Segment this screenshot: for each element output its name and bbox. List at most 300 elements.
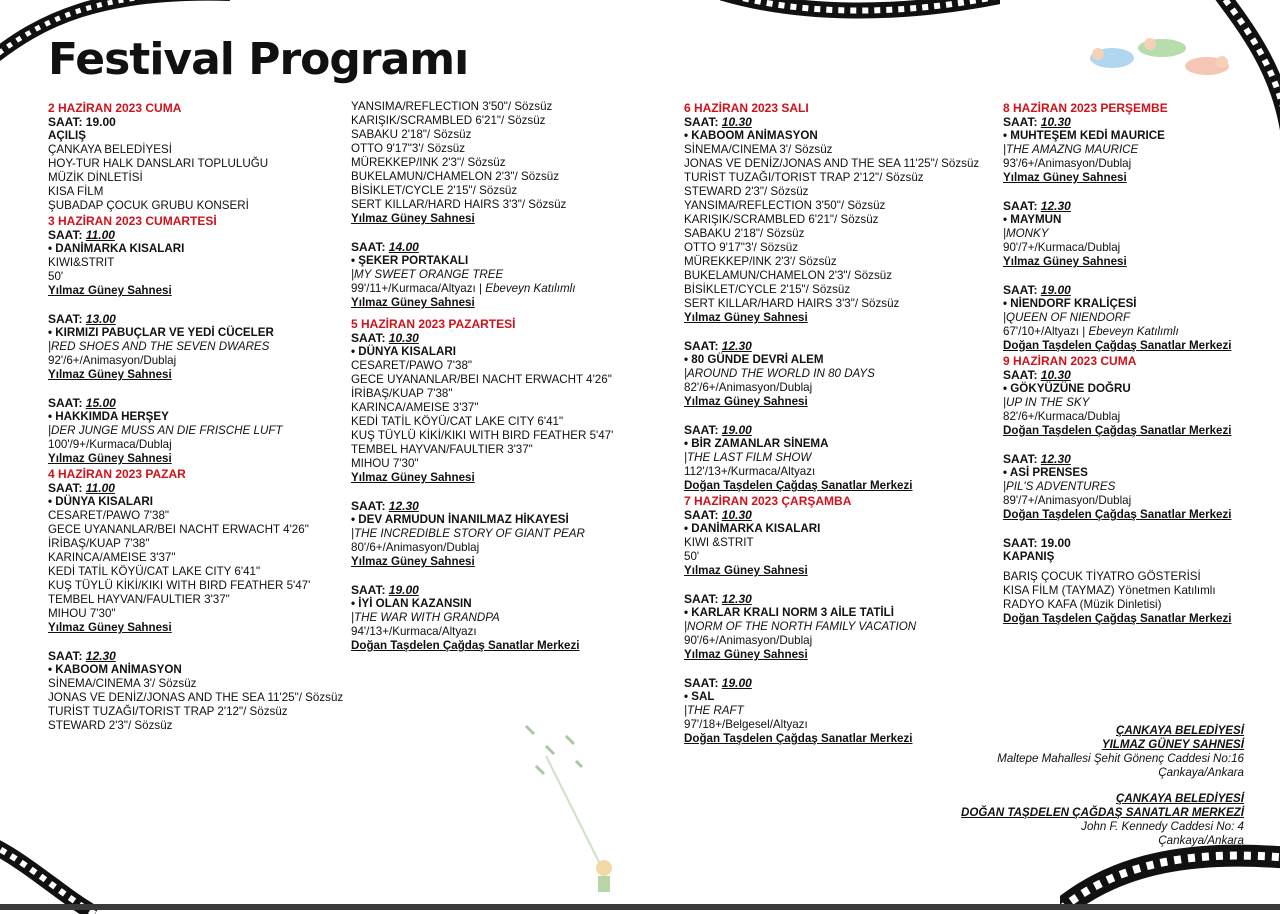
venue-name — [684, 564, 984, 578]
line-text: SAAT: — [351, 331, 389, 345]
detail-line — [351, 457, 651, 471]
line-text: ŞUBADAP ÇOCUK GRUBU KONSERİ — [48, 199, 249, 212]
line-text: AÇILIŞ — [48, 129, 87, 142]
line-text: KIWI &STRIT — [684, 536, 754, 549]
line-text: TEMBEL HAYVAN/FAULTIER 3'37" — [351, 443, 533, 456]
spacer — [1003, 185, 1243, 199]
venue-name — [48, 284, 338, 298]
event-title — [684, 522, 984, 536]
time-value: 10.30 — [1040, 115, 1071, 129]
address-block — [924, 724, 1244, 780]
event-title — [684, 437, 984, 451]
line-text: 90'/7+/Kurmaca/Dublaj — [1003, 241, 1121, 254]
line-text: SAAT: — [684, 508, 722, 522]
line-text: 4 HAZİRAN 2023 PAZAR — [48, 467, 186, 481]
time-value: 12.30 — [85, 649, 116, 663]
line-text: SAAT: — [1003, 452, 1041, 466]
line-text: STEWARD 2'3"/ Sözsüz — [684, 185, 809, 198]
detail-line — [684, 381, 984, 395]
event-title — [48, 242, 338, 256]
time-label — [351, 331, 651, 345]
line-text: KARIŞIK/SCRAMBLED 6'21"/ Sözsüz — [351, 114, 546, 127]
venue-name — [684, 479, 984, 493]
detail-line — [1003, 584, 1243, 598]
time-label — [48, 649, 338, 663]
line-text: RADYO KAFA (Müzik Dinletisi) — [1003, 598, 1162, 611]
line-text: STEWARD 2'3"/ Sözsüz — [48, 719, 173, 732]
line-text: Yılmaz Güney Sahnesi — [351, 471, 475, 484]
detail-line — [1003, 325, 1243, 339]
line-text: SAAT: — [351, 583, 389, 597]
line-text: • DÜNYA KISALARI — [351, 345, 456, 358]
line-text: GECE UYANANLAR/BEI NACHT ERWACHT 4'26" — [48, 523, 309, 536]
spacer — [48, 635, 338, 649]
venue-name — [351, 639, 651, 653]
time-value: 12.30 — [1040, 199, 1071, 213]
line-text: Doğan Taşdelen Çağdaş Sanatlar Merkezi — [1003, 424, 1232, 437]
line-text: • GÖKYÜZÜNE DOĞRU — [1003, 382, 1131, 395]
detail-line — [684, 536, 984, 550]
film-strip-bottom-right — [1060, 840, 1280, 910]
event-title — [684, 606, 984, 620]
address-org: YILMAZ GÜNEY SAHNESİ — [1101, 738, 1244, 751]
spacer — [1003, 522, 1243, 536]
line-text: 9 HAZİRAN 2023 CUMA — [1003, 354, 1137, 368]
line-text: 5 HAZİRAN 2023 PAZARTESİ — [351, 317, 516, 331]
venue-name — [1003, 255, 1243, 269]
line-text: SAAT: — [48, 396, 86, 410]
venue-name — [351, 555, 651, 569]
detail-line — [351, 443, 651, 457]
detail-line — [684, 465, 984, 479]
line-text: KARINCA/AMEISE 3'37" — [351, 401, 479, 414]
detail-line — [48, 607, 338, 621]
line-text: KARINCA/AMEISE 3'37" — [48, 551, 176, 564]
detail-line — [48, 579, 338, 593]
event-title — [1003, 550, 1243, 564]
time-value: 11.00 — [85, 481, 115, 495]
detail-line — [48, 171, 338, 185]
spacer — [351, 569, 651, 583]
line-text: 100'/9+/Kurmaca/Dublaj — [48, 438, 172, 451]
line-text: TEMBEL HAYVAN/FAULTIER 3'37" — [48, 593, 230, 606]
line-text: • 80 GÜNDE DEVRİ ALEM — [684, 353, 824, 366]
film-strip-bottom-left — [0, 834, 100, 914]
venue-name — [1003, 171, 1243, 185]
spacer — [351, 310, 651, 316]
detail-line — [684, 199, 984, 213]
line-text: |THE WAR WITH GRANDPA — [351, 611, 500, 624]
event-title — [1003, 129, 1243, 143]
line-text: JONAS VE DENİZ/JONAS AND THE SEA 11'25"/ Sözsüz — [48, 691, 344, 704]
line-text: • NİENDORF KRALİÇESİ — [1003, 297, 1137, 310]
line-text: SİNEMA/CINEMA 3'/ Sözsüz — [684, 143, 833, 156]
line-text: KAPANIŞ — [1003, 550, 1055, 563]
detail-line — [48, 691, 344, 705]
line-text: |QUEEN OF NIENDORF — [1003, 311, 1131, 324]
time-value: 14.00 — [388, 240, 419, 254]
line-text: KISA FİLM (TAYMAZ) Yönetmen Katılımlı — [1003, 584, 1216, 597]
line-text: SAAT: — [684, 676, 722, 690]
detail-line — [48, 719, 338, 733]
line-text: BİSİKLET/CYCLE 2'15"/ Sözsüz — [351, 184, 518, 197]
line-text: Doğan Taşdelen Çağdaş Sanatlar Merkezi — [1003, 339, 1232, 352]
schedule-column-3 — [684, 100, 984, 746]
line-text: 92'/6+/Animasyon/Dublaj — [48, 354, 177, 367]
line-text: HOY-TUR HALK DANSLARI TOPLULUĞU — [48, 157, 269, 170]
line-text: • MAYMUN — [1003, 213, 1062, 226]
line-text: • ASİ PRENSES — [1003, 466, 1088, 479]
event-title — [48, 326, 338, 340]
line-text: KISA FİLM — [48, 185, 104, 198]
detail-line — [351, 198, 651, 212]
time-label — [684, 423, 984, 437]
line-text: KEDİ TATİL KÖYÜ/CAT LAKE CITY 6'41" — [48, 565, 261, 578]
line-text: |THE LAST FILM SHOW — [684, 451, 812, 464]
line-text: JONAS VE DENİZ/JONAS AND THE SEA 11'25"/ Sözsüz — [684, 157, 980, 170]
line-text: Yılmaz Güney Sahnesi — [684, 564, 808, 577]
line-text: |DER JUNGE MUSS AN DIE FRISCHE LUFT — [48, 424, 283, 437]
detail-line — [351, 625, 651, 639]
line-text: KIWI&STRIT — [48, 256, 115, 269]
venue-name — [684, 648, 984, 662]
event-title — [351, 597, 651, 611]
venue-addresses — [924, 724, 1244, 848]
line-text: Yılmaz Güney Sahnesi — [684, 311, 808, 324]
time-label — [1003, 283, 1243, 297]
kite-boy-illustration — [506, 716, 636, 896]
line-text: TURİST TUZAĞI/TORIST TRAP 2'12"/ Sözsüz — [684, 171, 924, 184]
event-title — [684, 690, 984, 704]
original-title — [684, 620, 984, 634]
time-value: 11.00 — [85, 228, 115, 242]
event-title — [684, 129, 984, 143]
line-text: SAAT: — [1003, 199, 1041, 213]
original-title — [48, 340, 338, 354]
line-text: SAAT: — [48, 312, 86, 326]
line-text: • SAL — [684, 690, 715, 703]
line-text: 89'/7+/Animasyon/Dublaj — [1003, 494, 1132, 507]
spacer — [48, 298, 338, 312]
line-text: Doğan Taşdelen Çağdaş Sanatlar Merkezi — [684, 479, 913, 492]
line-text: Yılmaz Güney Sahnesi — [1003, 255, 1127, 268]
address-street: John F. Kennedy Caddesi No: 4 — [1081, 820, 1244, 833]
line-note: Ebeveyn Katılımlı — [485, 282, 576, 295]
line-text: 50' — [684, 550, 700, 563]
detail-line — [351, 359, 651, 373]
original-title — [684, 704, 984, 718]
detail-line — [48, 199, 338, 213]
line-text: SAAT: — [684, 339, 722, 353]
line-text: 3 HAZİRAN 2023 CUMARTESİ — [48, 214, 217, 228]
venue-name — [1003, 424, 1243, 438]
line-text: TURİST TUZAĞI/TORIST TRAP 2'12"/ Sözsüz — [48, 705, 288, 718]
time-value: 12.30 — [1040, 452, 1071, 466]
spacer — [1003, 438, 1243, 452]
time-label — [351, 499, 651, 513]
time-value: 10.30 — [1040, 368, 1071, 382]
detail-line — [1003, 241, 1243, 255]
line-text: İRİBAŞ/KUAP 7'38" — [48, 537, 150, 550]
detail-line — [684, 157, 984, 171]
day-heading — [48, 467, 338, 481]
line-text: 90'/6+/Animasyon/Dublaj — [684, 634, 813, 647]
line-text: OTTO 9'17"3'/ Sözsüz — [351, 142, 466, 155]
venue-name — [1003, 508, 1243, 522]
line-text: • KIRMIZI PABUÇLAR VE YEDİ CÜCELER — [48, 326, 274, 339]
detail-line — [48, 537, 338, 551]
line-text: CESARET/PAWO 7'38" — [48, 509, 170, 522]
line-text: SAAT: — [684, 423, 722, 437]
event-title — [48, 410, 338, 424]
venue-name — [351, 471, 651, 485]
line-text: SAAT: — [351, 499, 389, 513]
time-label — [48, 115, 338, 129]
detail-line — [351, 282, 651, 296]
line-text: |PIL'S ADVENTURES — [1003, 480, 1116, 493]
line-text: Doğan Taşdelen Çağdaş Sanatlar Merkezi — [1003, 508, 1232, 521]
time-label — [1003, 368, 1243, 382]
time-label — [48, 312, 338, 326]
time-label — [48, 396, 338, 410]
line-text: MIHOU 7'30" — [48, 607, 116, 620]
detail-line — [684, 185, 984, 199]
detail-line — [48, 185, 338, 199]
detail-line — [48, 551, 338, 565]
detail-line — [48, 270, 338, 284]
original-title — [684, 451, 984, 465]
detail-line — [48, 438, 338, 452]
detail-line — [684, 283, 984, 297]
line-text: • İYİ OLAN KAZANSIN — [351, 597, 472, 610]
line-text: SAAT: — [1003, 368, 1041, 382]
line-text: 93'/6+/Animasyon/Dublaj — [1003, 157, 1132, 170]
detail-line — [48, 143, 338, 157]
time-label — [1003, 199, 1243, 213]
line-text: GECE UYANANLAR/BEI NACHT ERWACHT 4'26" — [351, 373, 612, 386]
address-block — [924, 792, 1244, 848]
line-text: Yılmaz Güney Sahnesi — [48, 368, 172, 381]
line-text: SAAT: — [684, 592, 722, 606]
time-value: 19.00 — [1040, 283, 1071, 297]
line-text: İRİBAŞ/KUAP 7'38" — [351, 387, 453, 400]
address-org: DOĞAN TAŞDELEN ÇAĞDAŞ SANATLAR MERKEZİ — [961, 806, 1244, 819]
line-text: SABAKU 2'18"/ Sözsüz — [351, 128, 472, 141]
line-note: Ebeveyn Katılımlı — [1088, 325, 1179, 338]
line-text: MÜREKKEP/INK 2'3"/ Sözsüz — [351, 156, 506, 169]
detail-line — [48, 354, 338, 368]
line-text: YANSIMA/REFLECTION 3'50"/ Sözsüz — [684, 199, 886, 212]
day-heading — [48, 101, 338, 115]
spacer — [351, 226, 651, 240]
line-text: CESARET/PAWO 7'38" — [351, 359, 473, 372]
line-text: BUKELAMUN/CHAMELON 2'3"/ Sözsüz — [351, 170, 559, 183]
time-label — [684, 508, 984, 522]
spacer — [684, 578, 984, 592]
spacer — [48, 382, 338, 396]
day-heading — [1003, 101, 1243, 115]
line-text: |THE RAFT — [684, 704, 744, 717]
line-text: 94'/13+/Kurmaca/Altyazı — [351, 625, 477, 638]
line-text: Doğan Taşdelen Çağdaş Sanatlar Merkezi — [684, 732, 913, 745]
detail-line — [684, 227, 984, 241]
detail-line — [1003, 410, 1243, 424]
event-title — [351, 513, 651, 527]
line-text: ÇANKAYA BELEDİYESİ — [48, 143, 172, 156]
time-label — [684, 676, 984, 690]
line-text: 67'/10+/Altyazı | — [1003, 325, 1089, 338]
detail-line — [351, 373, 651, 387]
detail-line — [684, 269, 984, 283]
original-title — [351, 527, 651, 541]
detail-line — [684, 255, 984, 269]
line-text: |RED SHOES AND THE SEVEN DWARES — [48, 340, 270, 353]
day-heading — [684, 494, 984, 508]
film-strip-top-center — [720, 0, 1000, 26]
line-text: 80'/6+/Animasyon/Dublaj — [351, 541, 480, 554]
line-text: Doğan Taşdelen Çağdaş Sanatlar Merkezi — [1003, 612, 1232, 625]
line-text: |NORM OF THE NORTH FAMILY VACATION — [684, 620, 917, 633]
line-text: SERT KILLAR/HARD HAIRS 3'3"/ Sözsüz — [684, 297, 900, 310]
time-value: 19.00 — [721, 423, 752, 437]
time-label — [1003, 452, 1243, 466]
line-text: |UP IN THE SKY — [1003, 396, 1090, 409]
line-text: KUŞ TÜYLÜ KİKİ/KIKI WITH BIRD FEATHER 5'47' — [48, 579, 311, 592]
line-text: SERT KILLAR/HARD HAIRS 3'3"/ Sözsüz — [351, 198, 567, 211]
detail-line — [351, 415, 651, 429]
venue-name — [1003, 612, 1243, 626]
line-text: |MONKY — [1003, 227, 1049, 240]
line-text: 82'/6+/Animasyon/Dublaj — [684, 381, 813, 394]
line-text: Yılmaz Güney Sahnesi — [684, 395, 808, 408]
detail-line — [351, 541, 651, 555]
line-text: Doğan Taşdelen Çağdaş Sanatlar Merkezi — [351, 639, 580, 652]
detail-line — [48, 593, 338, 607]
detail-line — [351, 401, 651, 415]
line-text: 97'/18+/Belgesel/Altyazı — [684, 718, 808, 731]
spacer — [351, 485, 651, 499]
line-text: • DANİMARKA KISALARI — [684, 522, 821, 535]
line-text: • DÜNYA KISALARI — [48, 495, 153, 508]
original-title — [1003, 143, 1243, 157]
line-text: Yılmaz Güney Sahnesi — [1003, 171, 1127, 184]
line-text: Yılmaz Güney Sahnesi — [48, 284, 172, 297]
line-text: Yılmaz Güney Sahnesi — [684, 648, 808, 661]
detail-line — [351, 100, 651, 114]
line-text: |AROUND THE WORLD IN 80 DAYS — [684, 367, 875, 380]
line-text: Yılmaz Güney Sahnesi — [351, 296, 475, 309]
detail-line — [351, 114, 651, 128]
line-text: 112'/13+/Kurmaca/Altyazı — [684, 465, 816, 478]
venue-name — [684, 311, 984, 325]
line-text: |THE INCREDIBLE STORY OF GIANT PEAR — [351, 527, 585, 540]
detail-line — [48, 256, 338, 270]
line-text: • DANİMARKA KISALARI — [48, 242, 185, 255]
venue-name — [48, 621, 338, 635]
line-text: • KABOOM ANİMASYON — [684, 129, 818, 142]
detail-line — [1003, 570, 1243, 584]
line-text: BUKELAMUN/CHAMELON 2'3"/ Sözsüz — [684, 269, 892, 282]
day-heading — [351, 317, 651, 331]
line-text: SAAT: 19.00 — [48, 115, 116, 129]
event-title — [48, 663, 338, 677]
detail-line — [48, 157, 338, 171]
event-title — [351, 254, 651, 268]
original-title — [684, 367, 984, 381]
time-label — [684, 115, 984, 129]
line-text: SAAT: — [684, 115, 722, 129]
line-text: KARIŞIK/SCRAMBLED 6'21"/ Sözsüz — [684, 213, 879, 226]
line-text: Yılmaz Güney Sahnesi — [48, 452, 172, 465]
line-text: • DEV ARMUDUN İNANILMAZ HİKAYESİ — [351, 513, 569, 526]
time-label — [351, 240, 651, 254]
time-value: 10.30 — [388, 331, 419, 345]
schedule-column-2 — [351, 100, 651, 653]
line-text: Yılmaz Güney Sahnesi — [351, 212, 475, 225]
detail-line — [48, 523, 338, 537]
original-title — [351, 611, 651, 625]
line-text: MÜZİK DİNLETİSİ — [48, 171, 143, 184]
line-text: SAAT: — [48, 649, 86, 663]
event-title — [684, 353, 984, 367]
line-text: SAAT: — [48, 481, 86, 495]
detail-line — [351, 142, 651, 156]
time-value: 19.00 — [721, 676, 752, 690]
time-label — [48, 228, 338, 242]
day-heading — [1003, 354, 1243, 368]
line-text: MÜREKKEP/INK 2'3'/ Sözsüz — [684, 255, 837, 268]
time-value: 12.30 — [721, 339, 752, 353]
detail-line — [48, 677, 338, 691]
detail-line — [351, 429, 651, 443]
line-text: • KABOOM ANİMASYON — [48, 663, 182, 676]
venue-name — [351, 212, 651, 226]
address-org: ÇANKAYA BELEDİYESİ — [1116, 724, 1244, 737]
line-text: 50' — [48, 270, 64, 283]
venue-name — [351, 296, 651, 310]
detail-line — [684, 634, 984, 648]
time-value: 13.00 — [85, 312, 116, 326]
time-label — [1003, 536, 1243, 550]
line-text: SAAT: — [1003, 283, 1041, 297]
address-city: Çankaya/Ankara — [1158, 834, 1244, 847]
detail-line — [1003, 598, 1243, 612]
address-org: ÇANKAYA BELEDİYESİ — [1116, 792, 1244, 805]
time-value: 10.30 — [721, 115, 752, 129]
line-text: SAAT: — [351, 240, 389, 254]
detail-line — [351, 170, 651, 184]
line-text: • HAKKIMDA HERŞEY — [48, 410, 169, 423]
detail-line — [48, 565, 338, 579]
original-title — [1003, 480, 1243, 494]
line-text: SABAKU 2'18"/ Sözsüz — [684, 227, 805, 240]
line-text: • KARLAR KRALI NORM 3 AİLE TATİLİ — [684, 606, 894, 619]
line-text: OTTO 9'17"3'/ Sözsüz — [684, 241, 799, 254]
bottom-border — [0, 904, 1280, 910]
original-title — [1003, 227, 1243, 241]
address-street: Maltepe Mahallesi Şehit Gönenç Caddesi No:16 — [997, 752, 1244, 765]
line-text: • MUHTEŞEM KEDİ MAURICE — [1003, 129, 1165, 142]
line-text: YANSIMA/REFLECTION 3'50"/ Sözsüz — [351, 100, 553, 113]
detail-line — [48, 705, 338, 719]
line-text: SAAT: — [48, 228, 86, 242]
line-text: 8 HAZİRAN 2023 PERŞEMBE — [1003, 101, 1168, 115]
detail-line — [1003, 494, 1243, 508]
detail-line — [684, 241, 984, 255]
venue-name — [1003, 339, 1243, 353]
line-text: Yılmaz Güney Sahnesi — [48, 621, 172, 634]
venue-name — [48, 452, 338, 466]
